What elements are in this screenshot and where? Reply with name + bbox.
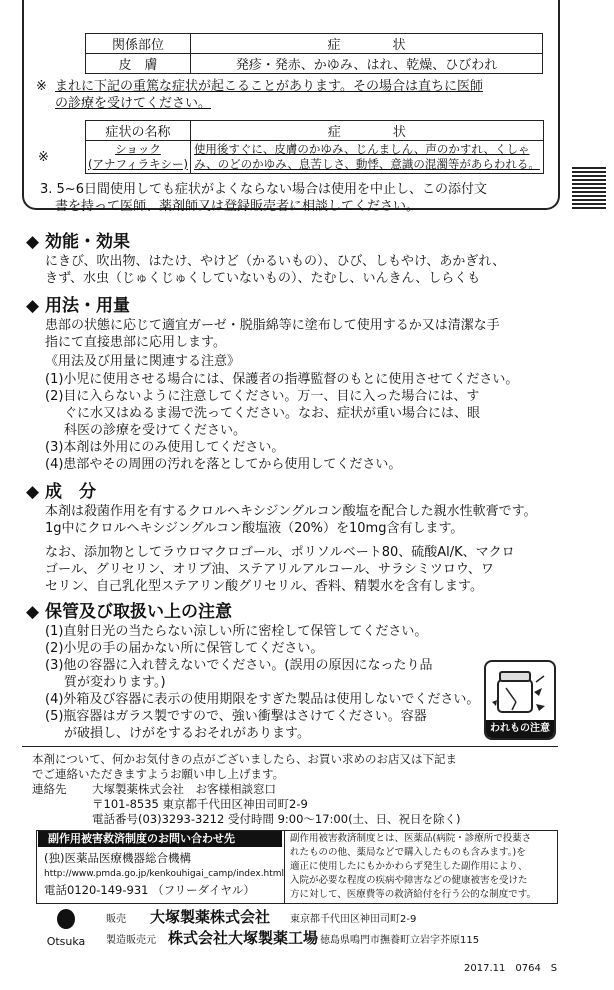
contact-line: でご連絡いただきますようお願い申し上げます。: [32, 767, 285, 781]
usage-heading: ◆ 用法・用量: [26, 296, 130, 316]
item-3-line: 書を持って医師、薬剤師又は登録販売者に相談してください。: [55, 199, 420, 214]
sale-company: 大塚製薬株式会社: [150, 908, 271, 926]
relief-url: http://www.pmda.go.jp/kenkouhigai_camp/index.html: [44, 869, 285, 879]
index-tab-marker: [572, 167, 606, 211]
serious-warning-line: の診療を受けてください。: [55, 96, 212, 111]
usage-note: (1)小児に使用させる場合には、保護者の指導監督のもとに使用させてください。: [45, 372, 519, 387]
storage-heading: ◆ 保管及び取扱い上の注意: [26, 602, 232, 622]
mfr-address: 徳島県鳴門市撫養町立岩字芥原115: [320, 935, 480, 946]
table-cell: [86, 141, 191, 174]
warning-mark: ※: [38, 150, 49, 165]
storage-note: (5)瓶容器はガラス製ですので、強い衝撃はさけてください。容器: [45, 709, 427, 724]
contact-company: 大塚製薬株式会社 お客様相談窓口: [92, 782, 276, 796]
usage-note-title: 《用法及び用量に関連する注意》: [45, 354, 241, 369]
mfr-label: 製造販売元: [106, 935, 156, 946]
otsuka-logo-icon: [36, 906, 96, 932]
relief-desc: れたものの他、薬局などで購入したものも含みます。)を: [290, 847, 526, 858]
fragile-badge: [484, 660, 556, 740]
table-header: 関係部位: [86, 34, 191, 54]
symptom-line: み、のどのかゆみ、息苦しさ、動悸、意識の混濁等があらわれる。: [193, 157, 540, 171]
relief-box-separator: [284, 830, 285, 904]
usage-note: 科医の診療を受けてください。: [64, 423, 247, 438]
sale-address: 東京都千代田区神田司町2-9: [290, 914, 417, 925]
storage-note: (4)外箱及び容器に表示の使用期限をすぎた製品は使用しないでください。: [45, 692, 480, 707]
storage-note: (1)直射日光の当たらない涼しい所に密栓して保管してください。: [45, 624, 428, 639]
table-header: 症 状: [190, 121, 543, 141]
usage-note: (3)本剤は外用にのみ使用してください。: [45, 440, 285, 455]
fragile-label: われもの注意: [486, 720, 554, 738]
table-header: 症 状: [191, 34, 543, 54]
efficacy-heading: ◆ 効能・効果: [26, 232, 130, 252]
usage-note: ぐに水又はぬるま湯で洗ってください。なお、症状が重い場合には、眼: [64, 406, 481, 421]
storage-note: 質が変わります。): [64, 675, 166, 690]
ingredients-line: 本剤は殺菌作用を有するクロルヘキシジングルコン酸塩を配合した親水性軟膏です。: [45, 504, 537, 519]
relief-desc: 副作用被害救済制度とは、医薬品(病院・診療所で投薬さ: [290, 833, 532, 844]
sale-label: 販売: [106, 914, 126, 925]
storage-note: が破損し、けがをするおそれがあります。: [64, 726, 310, 741]
usage-note: (2)目に入らないように注意してください。万一、目に入った場合には、す: [45, 389, 480, 404]
diamond-icon: ◆: [26, 232, 40, 252]
diamond-icon: ◆: [26, 482, 40, 502]
mfr-company: 株式会社大塚製薬工場: [168, 929, 319, 947]
ingredients-heading: ◆ 成 分: [26, 482, 96, 502]
table-header: 症状の名称: [86, 121, 191, 141]
diamond-icon: ◆: [26, 296, 40, 316]
contact-label: 連絡先: [32, 782, 67, 796]
broken-jar-icon: [486, 662, 554, 720]
warning-mark: ※: [36, 79, 47, 94]
document-code: 2017.11 0764 S: [464, 963, 558, 974]
serious-symptoms-table: [85, 120, 544, 174]
ingredients-line: 1g中にクロルヘキシジングルコン酸塩液（20%）を10mg含有します。: [45, 521, 464, 536]
diamond-icon: ◆: [26, 602, 40, 622]
storage-note: (3)他の容器に入れ替えないでください。(誤用の原因になったり品: [45, 658, 433, 673]
symptom-line: 使用後すぐに、皮膚のかゆみ、じんましん、声のかすれ、くしゃ: [193, 142, 530, 156]
table-cell: 皮 膚: [86, 54, 191, 74]
usage-note: (4)患部やその周囲の汚れを落としてから使用してください。: [45, 457, 402, 472]
contact-line: 本剤について、何かお気付きの点がございましたら、お買い求めのお店又は下記ま: [32, 752, 458, 766]
logo-text: Otsuka: [46, 935, 86, 948]
usage-line: 患部の状態に応じて適宜ガーゼ・脱脂綿等に塗布して使用するか又は清潔な手: [45, 318, 500, 333]
usage-line: 指にて直接患部に応用します。: [45, 335, 226, 350]
side-effects-table: [85, 33, 543, 74]
serious-warning-line: まれに下記の重篤な症状が起こることがあります。その場合は直ちに医師: [55, 79, 483, 94]
relief-desc: 方に対して、医療費等の救済給付を行う公的な制度です。: [290, 889, 537, 900]
relief-title-text: 副作用被害救済制度のお問い合わせ先: [48, 832, 235, 845]
contact-divider: [22, 746, 558, 747]
contact-phone: 電話番号(03)3293-3212 受付時間 9:00～17:00(土、日、祝日を除く): [92, 812, 461, 826]
ingredients-line: ゴール、グリセリン、オリブ油、ステアリルアルコール、サラシミツロウ、ワ: [45, 562, 494, 577]
item-3-line: 3. 5~6日間使用しても症状がよくならない場合は使用を中止し、この添付文: [40, 182, 487, 197]
otsuka-logo: [36, 906, 96, 946]
relief-tel: 電話0120-149-931 （フリーダイヤル）: [44, 883, 255, 897]
table-cell: 発疹・発赤、かゆみ、はれ、乾燥、ひびわれ: [191, 54, 543, 74]
relief-desc: 適正に使用したにもかかわらず発生した副作用により、: [290, 861, 528, 872]
efficacy-line: きず、水虫（じゅくじゅくしていないもの）、たむし、いんきん、しらくも: [45, 271, 481, 286]
efficacy-line: にきび、吹出物、はたけ、やけど（かるいもの）、ひび、しもやけ、あかぎれ、: [45, 254, 506, 269]
storage-note: (2)小児の手の届かない所に保管してください。: [45, 641, 324, 656]
ingredients-line: なお、添加物としてラウロマクロゴール、ポリソルベート80、硫酸Al/K、マクロ: [45, 545, 515, 560]
symptom-name-alt: (アナフィラキシー): [88, 157, 188, 171]
table-cell: [190, 141, 543, 174]
relief-org: (独)医薬品医療機器総合機構: [44, 851, 191, 865]
contact-address: 〒101-8535 東京都千代田区神田司町2-9: [92, 797, 308, 811]
symptom-name: ショック: [115, 142, 161, 156]
ingredients-line: セリン、自己乳化型ステアリン酸グリセリル、香料、精製水を含有します。: [45, 579, 483, 594]
relief-desc: 入院が必要な程度の疾病や障害などの健康被害を受けた: [290, 875, 528, 886]
